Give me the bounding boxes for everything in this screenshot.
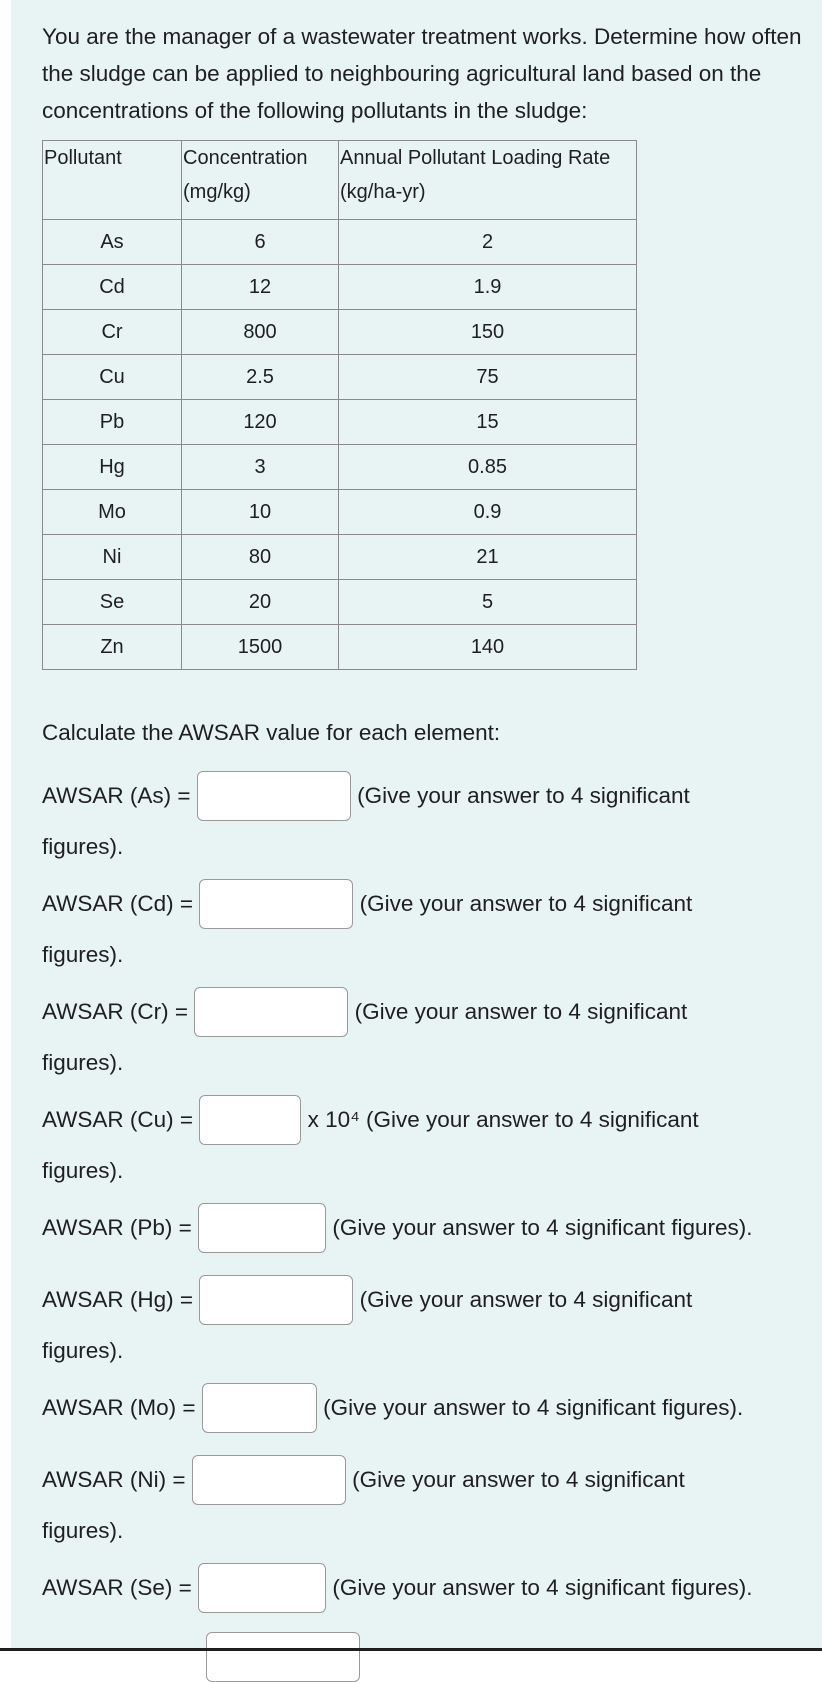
concentration-cell: 6 [182, 220, 339, 265]
loading-rate-cell: 75 [339, 355, 637, 400]
question-hint-continued: figures). [42, 942, 124, 967]
next-awsar-question [42, 1630, 360, 1682]
loading-rate-cell: 2 [339, 220, 637, 265]
table-row [43, 400, 637, 445]
loading-rate-cell: 5 [339, 580, 637, 625]
table-row [43, 535, 637, 580]
table-row [43, 220, 637, 265]
pollutant-cell: Cr [43, 310, 182, 355]
loading-rate-cell: 140 [339, 625, 637, 670]
awsar-cd-input[interactable] [199, 879, 353, 929]
concentration-cell: 12 [182, 265, 339, 310]
calculation-prompt: Calculate the AWSAR value for each element: [42, 720, 501, 745]
pollutant-cell: Ni [43, 535, 182, 580]
concentration-cell: 1500 [182, 625, 339, 670]
loading-rate-cell: 21 [339, 535, 637, 580]
concentration-cell: 80 [182, 535, 339, 580]
concentration-cell: 120 [182, 400, 339, 445]
question-label: AWSAR (Pb) = [42, 1215, 192, 1241]
table-row [43, 490, 637, 535]
awsar-as-input[interactable] [197, 771, 351, 821]
question-hint-continued: figures). [42, 834, 124, 859]
question-label: AWSAR (Cd) = [42, 891, 194, 917]
pollutant-cell: Pb [43, 400, 182, 445]
question-hint: x 10⁴ (Give your answer to 4 significant [307, 1107, 699, 1133]
question-label: AWSAR (Mo) = [42, 1395, 196, 1421]
question-label: AWSAR (Cr) = [42, 999, 189, 1025]
pollutant-cell: Hg [43, 445, 182, 490]
question-hint: (Give your answer to 4 significant [352, 1467, 685, 1493]
concentration-cell: 10 [182, 490, 339, 535]
pollutant-cell: Mo [43, 490, 182, 535]
question-label: AWSAR (Ni) = [42, 1467, 186, 1493]
awsar-se-question [42, 1561, 753, 1614]
pollutant-cell: Se [43, 580, 182, 625]
loading-rate-cell: 1.9 [339, 265, 637, 310]
concentration-cell: 20 [182, 580, 339, 625]
concentration-cell: 3 [182, 445, 339, 490]
awsar-pb-input[interactable] [198, 1203, 326, 1253]
table-row [43, 445, 637, 490]
question-hint: (Give your answer to 4 significant [354, 999, 688, 1025]
table-row [43, 580, 637, 625]
table-row [43, 355, 637, 400]
loading-rate-cell: 0.85 [339, 445, 637, 490]
awsar-cu-question [42, 1093, 699, 1183]
question-hint: (Give your answer to 4 significant figures). [323, 1395, 744, 1421]
pollutant-cell: Cu [43, 355, 182, 400]
question-label: AWSAR (Se) = [42, 1575, 192, 1601]
awsar-hg-question [42, 1273, 693, 1363]
awsar-cr-input[interactable] [194, 987, 348, 1037]
header-concentration: Concentration (mg/kg) [182, 141, 339, 220]
pollutant-table [42, 140, 637, 670]
awsar-hg-input[interactable] [199, 1275, 353, 1325]
pollutant-cell: Zn [43, 625, 182, 670]
question-hint: (Give your answer to 4 significant figures). [332, 1215, 753, 1241]
table-row [43, 310, 637, 355]
concentration-cell: 800 [182, 310, 339, 355]
loading-rate-cell: 150 [339, 310, 637, 355]
awsar-cu-input[interactable] [199, 1095, 301, 1145]
question-hint-continued: figures). [42, 1158, 124, 1183]
question-hint: (Give your answer to 4 significant [359, 1287, 693, 1313]
pollutant-cell: As [43, 220, 182, 265]
question-label: AWSAR (Cu) = [42, 1107, 194, 1133]
loading-rate-cell: 15 [339, 400, 637, 445]
question-label: AWSAR (As) = [42, 783, 191, 809]
awsar-mo-question [42, 1381, 743, 1434]
table-row [43, 265, 637, 310]
loading-rate-cell: 0.9 [339, 490, 637, 535]
question-hint: (Give your answer to 4 significant figures). [332, 1575, 753, 1601]
awsar-cr-question [42, 985, 688, 1075]
question-label: AWSAR (Hg) = [42, 1287, 194, 1313]
awsar-se-input[interactable] [198, 1563, 326, 1613]
table-row [43, 625, 637, 670]
question-hint-continued: figures). [42, 1338, 124, 1363]
concentration-cell: 2.5 [182, 355, 339, 400]
awsar-ni-input[interactable] [192, 1455, 346, 1505]
table-header-row [43, 141, 637, 220]
awsar-ni-question [42, 1453, 685, 1543]
next-awsar-input[interactable] [206, 1632, 360, 1682]
question-intro: You are the manager of a wastewater treatment works. Determine how often the sludge can be applied to neighbouring agricultural land based on the concentrations of the following pollutants in the sludge: [42, 24, 802, 123]
awsar-mo-input[interactable] [202, 1383, 317, 1433]
awsar-as-question [42, 769, 690, 859]
question-hint: (Give your answer to 4 significant [357, 783, 690, 809]
awsar-pb-question [42, 1201, 753, 1254]
header-loading-rate: Annual Pollutant Loading Rate (kg/ha-yr) [339, 141, 637, 220]
awsar-cd-question [42, 877, 693, 967]
pollutant-cell: Cd [43, 265, 182, 310]
header-pollutant: Pollutant [43, 141, 182, 220]
question-hint-continued: figures). [42, 1050, 124, 1075]
question-hint-continued: figures). [42, 1518, 124, 1543]
question-hint: (Give your answer to 4 significant [359, 891, 693, 917]
